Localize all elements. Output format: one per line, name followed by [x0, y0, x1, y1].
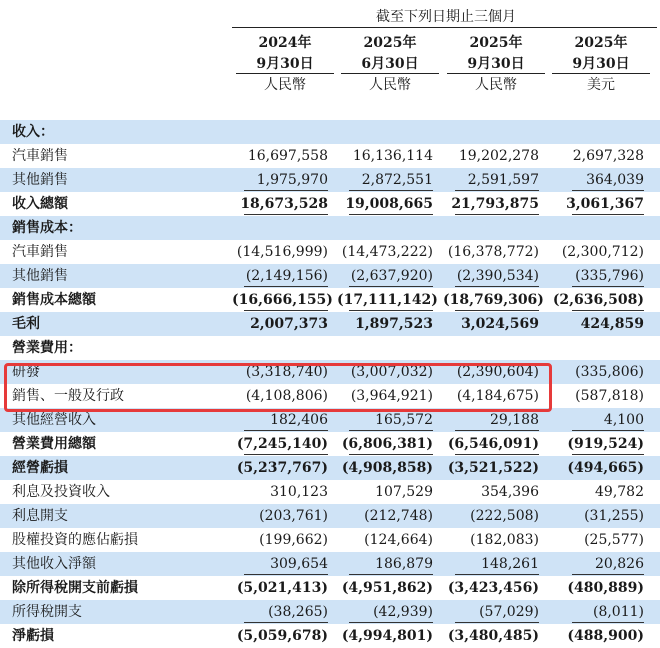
table-row	[0, 528, 660, 552]
subtotal-rule	[244, 286, 328, 287]
cell-value: (480,889)	[567, 580, 644, 596]
cell-value: 21,793,875	[451, 196, 539, 212]
cell-value: 19,202,278	[458, 148, 539, 164]
row-label: 研發	[12, 364, 40, 380]
cell-value: (6,546,091)	[447, 436, 539, 452]
subtotal-rule	[349, 190, 433, 191]
cell-value: (8,011)	[592, 604, 644, 620]
subtotal-rule	[572, 286, 644, 287]
cell-value: (3,964,921)	[350, 388, 433, 404]
cell-value: 424,859	[580, 316, 644, 332]
table-row-total-cost	[0, 288, 660, 312]
cell-value: 4,100	[603, 412, 644, 428]
cell-value: (14,473,222)	[341, 244, 433, 260]
header-underline	[236, 73, 334, 74]
cell-value: 2,872,551	[361, 172, 433, 188]
cell-value: (335,796)	[575, 268, 644, 284]
table-row	[0, 240, 660, 264]
cell-value: (16,378,772)	[447, 244, 539, 260]
total-rule	[349, 454, 433, 455]
cell-value: (124,664)	[364, 532, 433, 548]
column-date: 9月30日	[467, 56, 525, 72]
row-label: 利息開支	[12, 508, 68, 524]
total-rule	[572, 214, 644, 215]
table-row	[0, 552, 660, 576]
cell-value: (17,111,142)	[337, 292, 438, 308]
subtotal-rule	[244, 574, 328, 575]
column-currency: 人民幣	[369, 77, 411, 93]
row-label: 汽車銷售	[12, 244, 68, 260]
row-label: 所得稅開支	[12, 604, 82, 620]
subtotal-rule	[349, 622, 433, 623]
cell-value: (31,255)	[584, 508, 644, 524]
cell-value: (3,007,032)	[350, 364, 433, 380]
total-rule	[349, 214, 433, 215]
cell-value: 1,897,523	[355, 316, 433, 332]
cell-value: (14,516,999)	[236, 244, 328, 260]
cell-value: (2,300,712)	[561, 244, 644, 260]
cell-value: (2,636,508)	[552, 292, 644, 308]
cell-value: (3,480,485)	[447, 628, 539, 644]
cell-value: (2,149,156)	[245, 268, 328, 284]
cell-value: (488,900)	[567, 628, 644, 644]
cell-value: (7,245,140)	[236, 436, 328, 452]
cell-value: 1,975,970	[256, 172, 328, 188]
total-rule	[455, 214, 539, 215]
total-rule	[349, 310, 433, 311]
cell-value: 2,591,597	[467, 172, 539, 188]
column-date: 9月30日	[572, 56, 630, 72]
column-year: 2025年	[469, 35, 523, 51]
cell-value: 20,826	[595, 556, 644, 572]
cell-value: 2,007,373	[250, 316, 328, 332]
cell-value: (182,083)	[470, 532, 539, 548]
cell-value: (4,108,806)	[245, 388, 328, 404]
cell-value: 310,123	[270, 484, 328, 500]
subtotal-rule	[244, 430, 328, 431]
cell-value: 165,572	[375, 412, 433, 428]
cell-value: 107,529	[375, 484, 433, 500]
column-header-4	[552, 33, 650, 96]
span-underline	[232, 27, 657, 28]
subtotal-rule	[244, 622, 328, 623]
cell-value: 182,406	[270, 412, 328, 428]
row-label: 其他銷售	[12, 172, 68, 188]
cell-value: (919,524)	[567, 436, 644, 452]
column-currency: 人民幣	[475, 77, 517, 93]
cell-value: (4,184,675)	[456, 388, 539, 404]
section-header-operating-expenses	[0, 336, 660, 360]
cell-value: (199,662)	[259, 532, 328, 548]
column-date: 6月30日	[361, 56, 419, 72]
cell-value: (57,029)	[479, 604, 539, 620]
cell-value: (5,021,413)	[236, 580, 328, 596]
row-label: 銷售成本：	[12, 220, 82, 236]
cell-value: (25,577)	[584, 532, 644, 548]
row-label: 毛利	[12, 316, 40, 332]
row-label: 銷售成本總額	[12, 292, 96, 308]
cell-value: (222,508)	[470, 508, 539, 524]
row-label: 除所得稅開支前虧損	[12, 580, 138, 596]
cell-value: (18,769,306)	[443, 292, 544, 308]
cell-value: (42,939)	[373, 604, 433, 620]
cell-value: (4,908,858)	[341, 460, 433, 476]
total-rule	[455, 454, 539, 455]
total-rule	[244, 310, 328, 311]
row-label: 汽車銷售	[12, 148, 68, 164]
total-rule	[244, 454, 328, 455]
header-underline	[341, 73, 439, 74]
header-underline	[552, 73, 650, 74]
table-row-net-loss	[0, 624, 660, 648]
column-year: 2024年	[258, 35, 312, 51]
row-label: 收入總額	[12, 196, 68, 212]
subtotal-rule	[572, 430, 644, 431]
row-label: 營業費用：	[12, 340, 82, 356]
column-currency: 美元	[587, 77, 615, 93]
section-header-revenue	[0, 120, 660, 144]
cell-value: (5,237,767)	[236, 460, 328, 476]
subtotal-rule	[572, 622, 644, 623]
subtotal-rule	[572, 574, 644, 575]
column-year: 2025年	[574, 35, 628, 51]
table-row-gross-profit	[0, 312, 660, 336]
column-header-1	[236, 33, 334, 96]
row-label: 收入：	[12, 124, 54, 140]
row-label: 其他銷售	[12, 268, 68, 284]
table-row	[0, 480, 660, 504]
cell-value: (3,423,456)	[447, 580, 539, 596]
row-label: 經營虧損	[12, 460, 68, 476]
cell-value: (2,390,604)	[456, 364, 539, 380]
total-rule	[572, 310, 644, 311]
cell-value: (3,318,740)	[245, 364, 328, 380]
cell-value: 364,039	[586, 172, 644, 188]
row-label: 其他經營收入	[12, 412, 96, 428]
section-header-cost-of-sales	[0, 216, 660, 240]
table-row	[0, 264, 660, 288]
row-label: 其他收入淨額	[12, 556, 96, 572]
total-rule	[244, 214, 328, 215]
cell-value: (212,748)	[364, 508, 433, 524]
table-row-loss-before-tax	[0, 576, 660, 600]
row-label: 營業費用總額	[12, 436, 96, 452]
table-row-total-revenue	[0, 192, 660, 216]
subtotal-rule	[244, 190, 328, 191]
cell-value: (5,059,678)	[236, 628, 328, 644]
table-row	[0, 168, 660, 192]
subtotal-rule	[455, 286, 539, 287]
subtotal-rule	[349, 430, 433, 431]
subtotal-rule	[455, 574, 539, 575]
table-row	[0, 144, 660, 168]
column-header-2	[341, 33, 439, 96]
cell-value: 3,024,569	[461, 316, 539, 332]
cell-value: 29,188	[490, 412, 539, 428]
cell-value: 309,654	[270, 556, 328, 572]
table-row	[0, 600, 660, 624]
cell-value: (335,806)	[575, 364, 644, 380]
row-label: 利息及投資收入	[12, 484, 110, 500]
cell-value: 18,673,528	[240, 196, 328, 212]
cell-value: (4,994,801)	[341, 628, 433, 644]
highlight-annotation-box	[4, 363, 552, 412]
subtotal-rule	[572, 190, 644, 191]
table-row-operating-loss	[0, 456, 660, 480]
cell-value: (2,390,534)	[456, 268, 539, 284]
header-underline	[447, 73, 545, 74]
subtotal-rule	[349, 574, 433, 575]
row-label: 股權投資的應佔虧損	[12, 532, 138, 548]
cell-value: 16,697,558	[247, 148, 328, 164]
cell-value: 16,136,114	[352, 148, 433, 164]
cell-value: (3,521,522)	[447, 460, 539, 476]
table-row	[0, 504, 660, 528]
column-year: 2025年	[363, 35, 417, 51]
table-header	[0, 0, 660, 118]
subtotal-rule	[455, 190, 539, 191]
row-label: 銷售、一般及行政	[12, 388, 124, 404]
cell-value: 2,697,328	[572, 148, 644, 164]
subtotal-rule	[455, 430, 539, 431]
column-date: 9月30日	[256, 56, 314, 72]
cell-value: (16,666,155)	[232, 292, 333, 308]
cell-value: 354,396	[481, 484, 539, 500]
cell-value: 148,261	[481, 556, 539, 572]
cell-value: (4,951,862)	[341, 580, 433, 596]
cell-value: (2,637,920)	[350, 268, 433, 284]
cell-value: (38,265)	[268, 604, 328, 620]
subtotal-rule	[455, 622, 539, 623]
cell-value: 19,008,665	[345, 196, 433, 212]
cell-value: (203,761)	[259, 508, 328, 524]
cell-value: 186,879	[375, 556, 433, 572]
cell-value: 49,782	[595, 484, 644, 500]
column-currency: 人民幣	[264, 77, 306, 93]
row-label: 淨虧損	[12, 628, 54, 644]
total-rule	[572, 454, 644, 455]
cell-value: 3,061,367	[566, 196, 644, 212]
cell-value: (587,818)	[575, 388, 644, 404]
column-header-3	[447, 33, 545, 96]
subtotal-rule	[349, 286, 433, 287]
cell-value: (494,665)	[567, 460, 644, 476]
table-row-total-operating-expenses	[0, 432, 660, 456]
total-rule	[455, 310, 539, 311]
cell-value: (6,806,381)	[341, 436, 433, 452]
period-span-title: 截至下列日期止三個月	[376, 9, 516, 25]
